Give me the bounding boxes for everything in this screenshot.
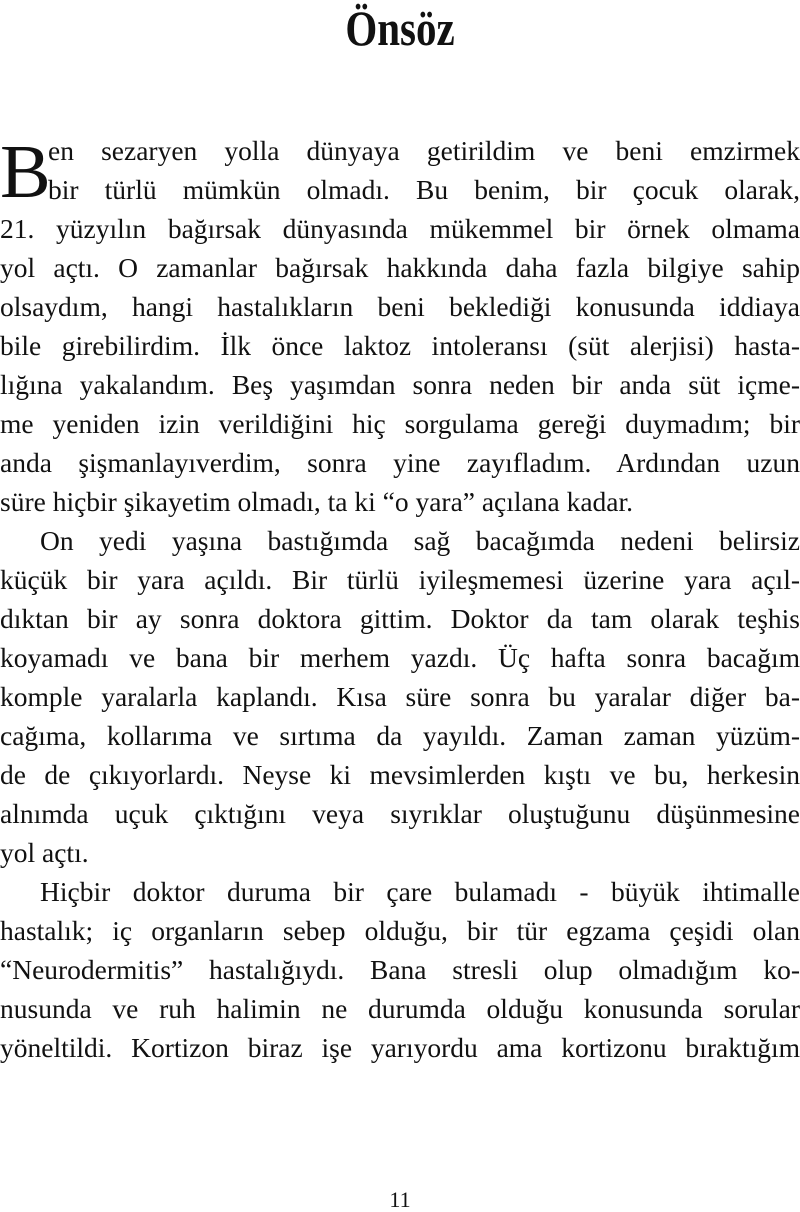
text-line: cağıma, kollarıma ve sırtıma da yayıldı. Zaman zaman yüzüm- (0, 720, 800, 751)
text-line: bile girebilirdim. İlk önce laktoz intoleransı (süt alerjisi) hasta- (0, 330, 800, 361)
text-line: On yedi yaşına bastığımda sağ bacağımda nedeni belirsiz (40, 525, 800, 556)
text-line: nusunda ve ruh halimin ne durumda olduğu konusunda sorular (0, 993, 800, 1024)
text-line: “Neurodermitis” hastalığıydı. Bana stresli olup olmadığım ko- (0, 954, 800, 985)
text-line: 21. yüzyılın bağırsak dünyasında mükemmel bir örnek olmama (0, 213, 800, 244)
text-line: alnımda uçuk çıktığını veya sıyrıklar oluştuğunu düşünmesine (0, 798, 800, 829)
text-line: yöneltildi. Kortizon biraz işe yarıyordu ama kortizonu bıraktığım (0, 1032, 800, 1063)
text-line: komple yaralarla kaplandı. Kısa süre sonra bu yaralar diğer ba- (0, 681, 800, 712)
drop-cap: B (0, 130, 51, 214)
text-line: en sezaryen yolla dünyaya getirildim ve beni emzirmek (48, 135, 800, 166)
text-line: hastalık; iç organların sebep olduğu, bir tür egzama çeşidi olan (0, 915, 800, 946)
text-line: koyamadı ve bana bir merhem yazdı. Üç hafta sonra bacağım (0, 642, 800, 673)
text-line: dıktan bir ay sonra doktora gittim. Doktor da tam olarak teşhis (0, 603, 800, 634)
page-number: 11 (389, 1187, 411, 1212)
text-line: olsaydım, hangi hastalıkların beni beklediği konusunda iddiaya (0, 291, 800, 322)
text-line: bir türlü mümkün olmadı. Bu benim, bir çocuk olarak, (48, 174, 800, 205)
text-line: küçük bir yara açıldı. Bir türlü iyileşmemesi üzerine yara açıl- (0, 564, 800, 595)
text-line: yol açtı. O zamanlar bağırsak hakkında daha fazla bilgiye sahip (0, 252, 800, 283)
text-line: Hiçbir doktor duruma bir çare bulamadı - büyük ihtimalle (40, 876, 800, 907)
text-line: me yeniden izin verildiğini hiç sorgulama gereği duymadım; bir (0, 408, 800, 439)
text-line: yol açtı. (0, 837, 89, 868)
text-line: lığına yakalandım. Beş yaşımdan sonra neden bir anda süt içme- (0, 369, 800, 400)
chapter-title: Önsöz (345, 0, 455, 56)
text-line: süre hiçbir şikayetim olmadı, ta ki “o yara” açılana kadar. (0, 486, 634, 517)
text-line: anda şişmanlayıverdim, sonra yine zayıfladım. Ardından uzun (0, 447, 800, 478)
text-line: de de çıkıyorlardı. Neyse ki mevsimlerden kıştı ve bu, herkesin (0, 759, 800, 790)
